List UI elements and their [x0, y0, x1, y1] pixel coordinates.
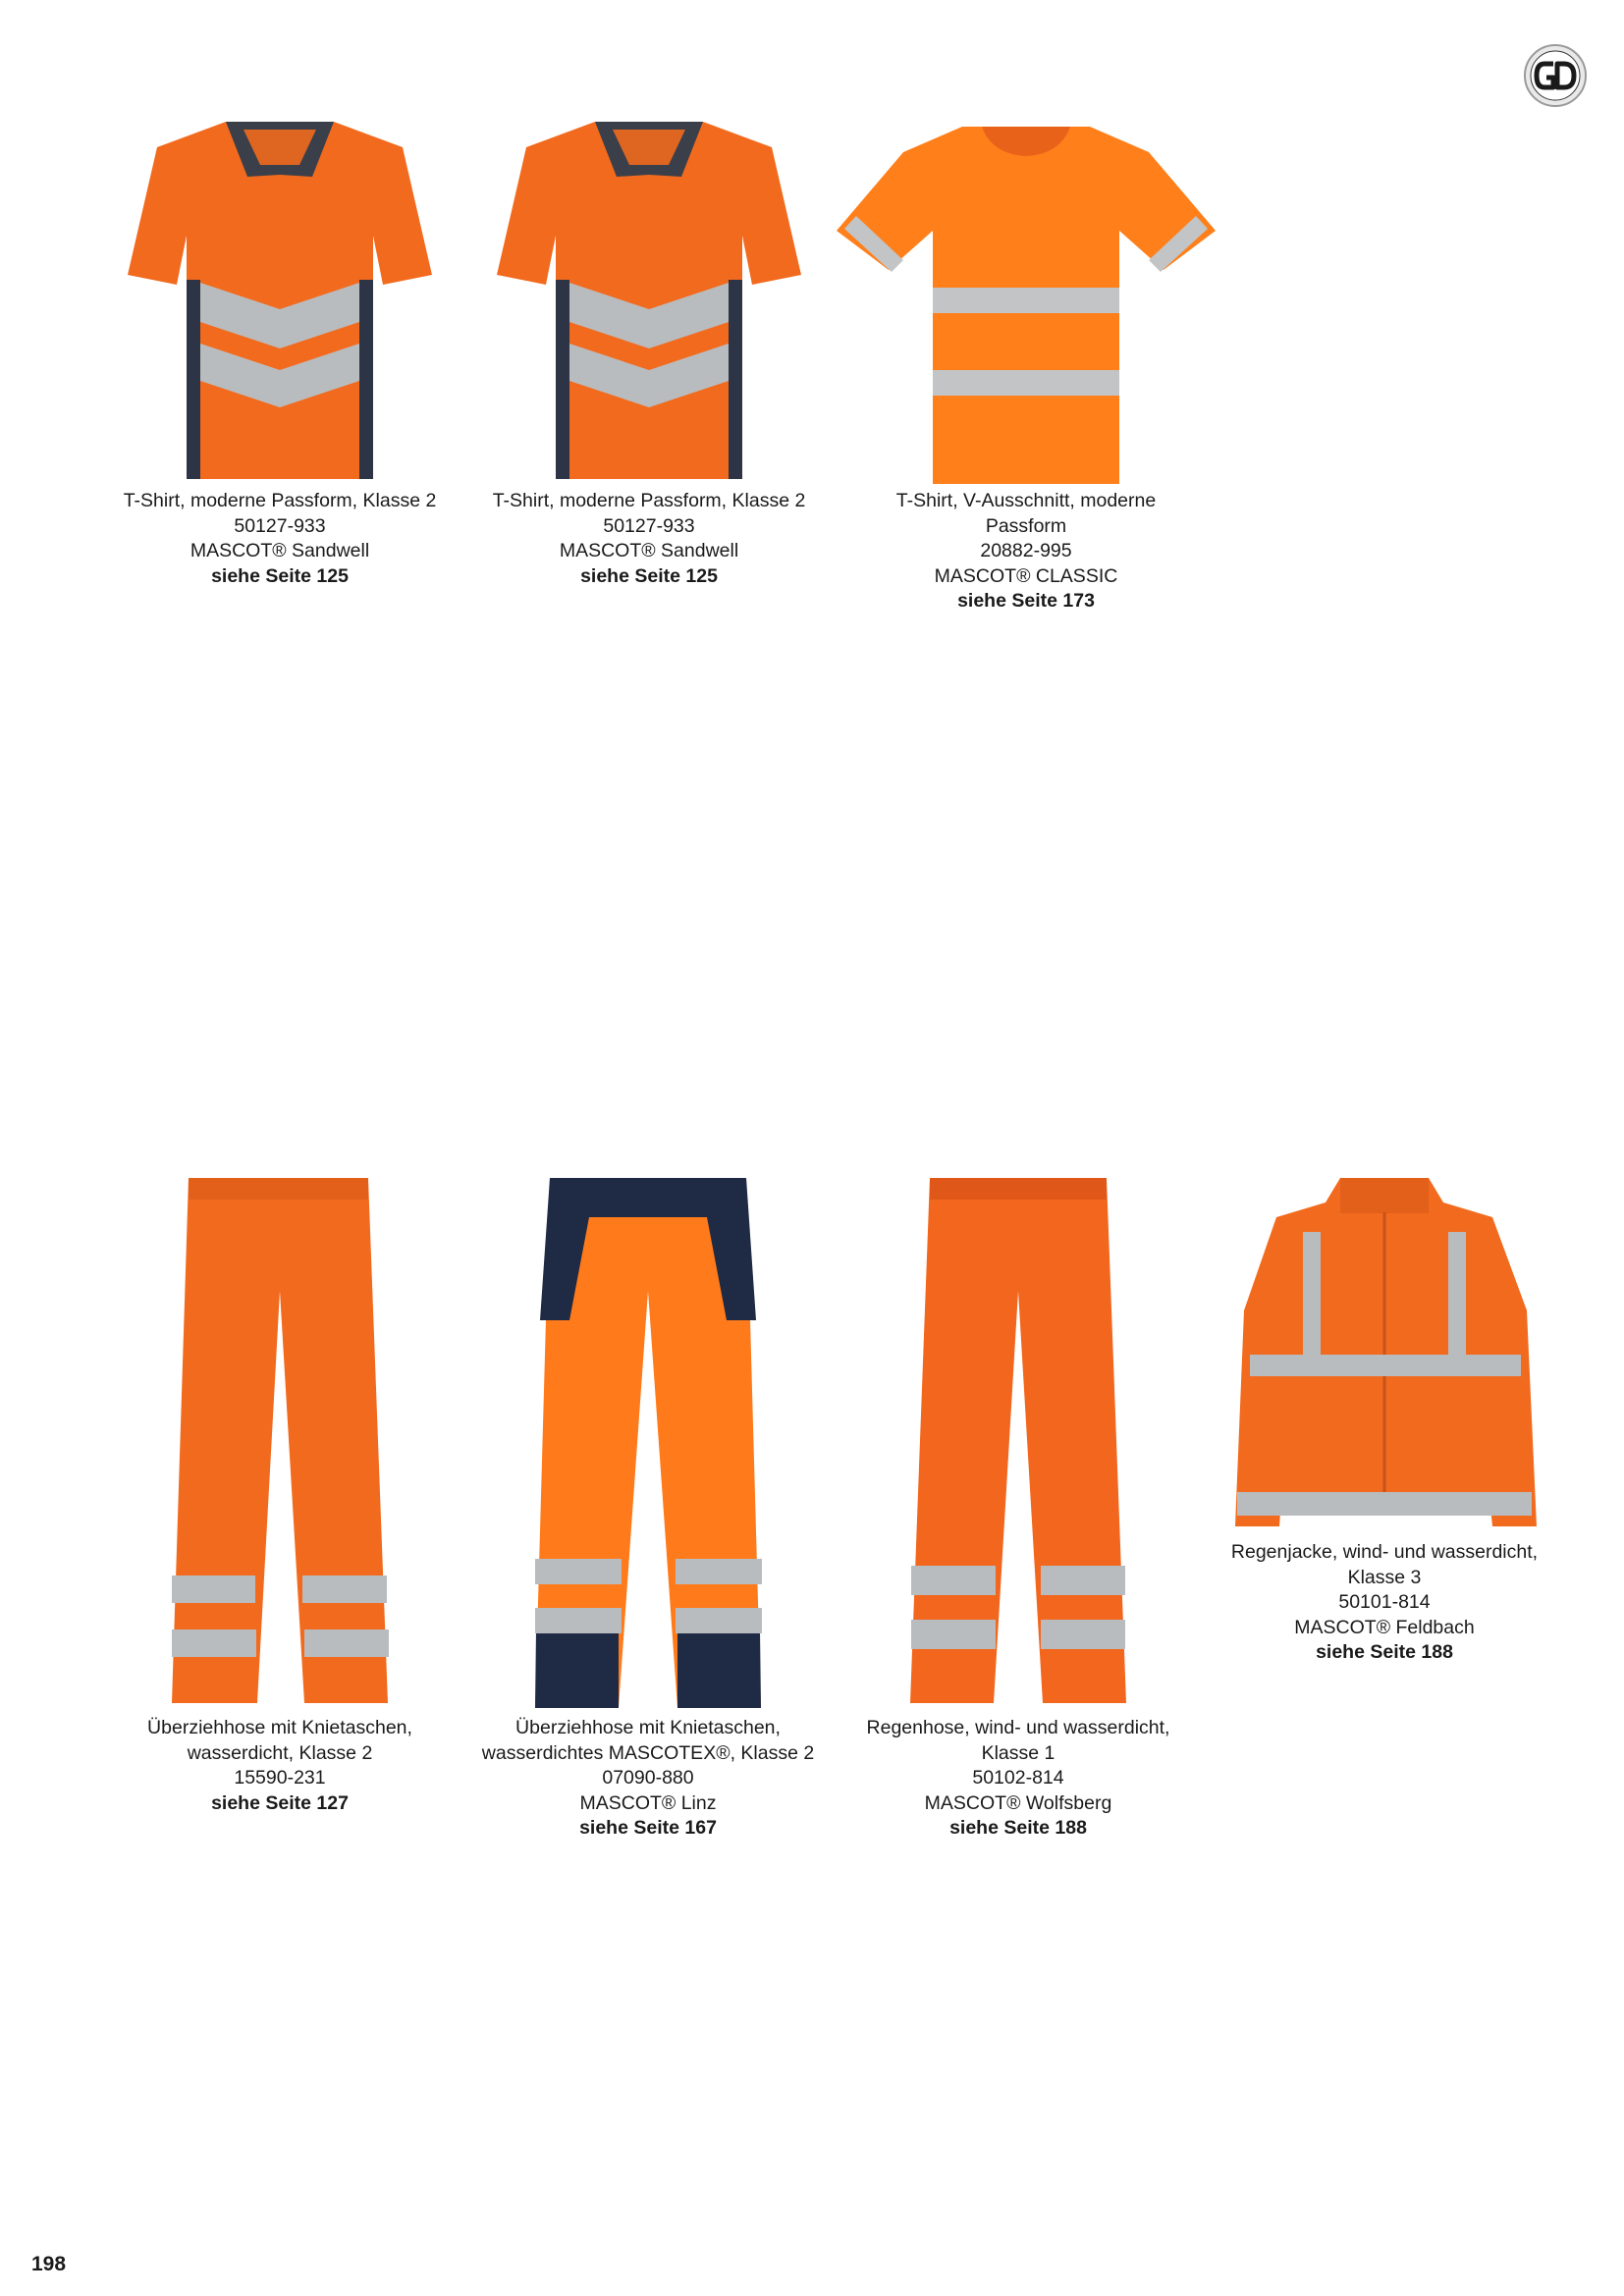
caption-title: T-Shirt, moderne Passform, Klasse 2 — [492, 490, 806, 511]
product-caption — [476, 1716, 820, 1842]
product-caption — [108, 489, 452, 589]
caption-article-number: 50127-933 — [234, 514, 326, 537]
caption-see-page: siehe Seite 127 — [211, 1791, 349, 1814]
caption-title: Überziehhose mit Knietaschen, — [147, 1717, 412, 1738]
caption-brand: MASCOT® Sandwell — [559, 540, 739, 561]
tshirt-image — [497, 118, 801, 481]
caption-see-page: siehe Seite 125 — [580, 564, 718, 587]
caption-title-cont: Passform — [985, 514, 1067, 537]
caption-title: Regenhose, wind- und wasserdicht, — [866, 1717, 1170, 1738]
trousers-image — [530, 1173, 766, 1713]
caption-brand: MASCOT® Feldbach — [1294, 1616, 1475, 1638]
product-rain-trousers-wolfsberg — [866, 1173, 1170, 1839]
product-tshirt-classic — [835, 123, 1218, 612]
caption-brand: MASCOT® Linz — [579, 1791, 717, 1814]
product-rain-jacket-feldbach — [1230, 1173, 1539, 1663]
caption-title: Regenjacke, wind- und wasserdicht, — [1230, 1541, 1539, 1563]
caption-see-page: siehe Seite 167 — [579, 1817, 717, 1839]
caption-title-cont: Klasse 3 — [1347, 1566, 1422, 1588]
jacket-image — [1232, 1173, 1537, 1546]
caption-brand: MASCOT® CLASSIC — [934, 564, 1118, 587]
product-caption — [1213, 1540, 1556, 1666]
caption-see-page: siehe Seite 188 — [1316, 1641, 1453, 1663]
caption-see-page: siehe Seite 125 — [211, 564, 349, 587]
product-overtrousers-linz — [481, 1173, 815, 1839]
caption-title: Überziehhose mit Knietaschen, — [515, 1717, 781, 1738]
caption-article-number: 20882-995 — [980, 540, 1072, 561]
caption-article-number: 50127-933 — [603, 514, 695, 537]
tshirt-image — [835, 123, 1218, 486]
caption-title: T-Shirt, moderne Passform, Klasse 2 — [123, 490, 437, 511]
caption-see-page: siehe Seite 188 — [949, 1817, 1087, 1839]
caption-see-page: siehe Seite 173 — [957, 590, 1095, 612]
caption-brand: MASCOT® Sandwell — [189, 540, 370, 561]
tshirt-image — [128, 118, 432, 481]
caption-title-cont: Klasse 1 — [981, 1741, 1056, 1764]
trousers-image — [167, 1173, 393, 1713]
product-tshirt-sandwell-1 — [123, 118, 437, 587]
caption-title-cont: wasserdicht, Klasse 2 — [187, 1741, 373, 1764]
product-caption — [477, 489, 821, 589]
trousers-image — [905, 1173, 1131, 1713]
caption-article-number: 50102-814 — [972, 1767, 1064, 1789]
caption-title: T-Shirt, V-Ausschnitt, moderne — [895, 490, 1157, 511]
caption-title-cont: wasserdichtes MASCOTEX®, Klasse 2 — [481, 1741, 815, 1764]
page-number: 198 — [31, 2253, 67, 2275]
brand-logo — [1523, 43, 1588, 108]
product-caption — [108, 1716, 452, 1816]
product-caption — [846, 1716, 1190, 1842]
caption-article-number: 07090-880 — [602, 1767, 694, 1789]
product-tshirt-sandwell-2 — [492, 118, 806, 587]
product-overtrousers-15590 — [147, 1173, 412, 1814]
caption-brand: MASCOT® Wolfsberg — [924, 1791, 1112, 1814]
product-caption — [854, 489, 1198, 614]
caption-article-number: 15590-231 — [234, 1767, 326, 1789]
caption-article-number: 50101-814 — [1338, 1591, 1431, 1613]
